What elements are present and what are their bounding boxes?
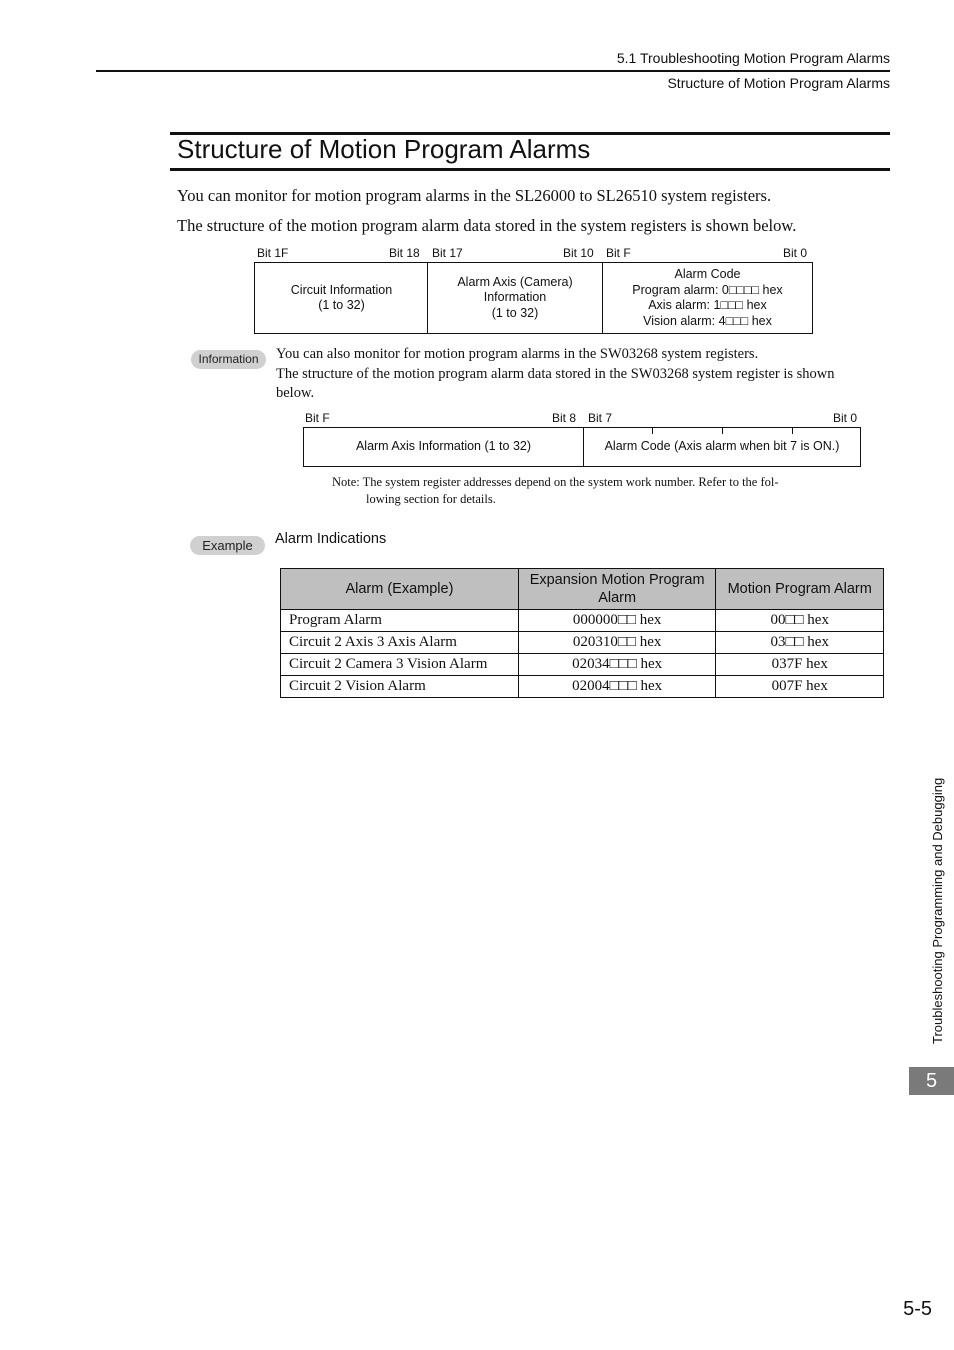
table-cell: 037F hex (716, 654, 884, 676)
intro-paragraph-1: You can monitor for motion program alarms in the SL26000 to SL26510 system registers. (177, 186, 772, 205)
bit-label: Bit 17 (432, 246, 463, 260)
bit-label: Bit 7 (588, 411, 613, 425)
alarm-axis-information-cell (428, 263, 602, 333)
bit-label: Bit 18 (389, 246, 420, 260)
circuit-information-cell (255, 263, 428, 333)
column-header: Expansion Motion Program Alarm (518, 569, 716, 610)
table-row (281, 632, 884, 654)
table-cell: 007F hex (716, 676, 884, 698)
table-row (281, 654, 884, 676)
side-tab-label: Troubleshooting Programming and Debugging (930, 777, 945, 1044)
table-cell: 02004□□□ hex (518, 676, 716, 698)
note-line: lowing section for details. (366, 492, 496, 506)
alarm-axis-information-cell: Alarm Axis Information (1 to 32) (355, 439, 532, 454)
column-header: Motion Program Alarm (716, 569, 884, 610)
information-line: below. (276, 385, 315, 401)
bit-label: Bit 0 (833, 411, 858, 425)
cell-text: Program alarm: 0□□□□ hex (632, 282, 783, 297)
cell-text: Axis alarm: 1□□□ hex (648, 298, 767, 312)
note (332, 474, 779, 508)
header-section: 5.1 Troubleshooting Motion Program Alarms (616, 50, 890, 66)
information-text (276, 345, 835, 404)
intro-paragraph-2: The structure of the motion program alarm data stored in the system registers is shown below. (177, 216, 797, 235)
information-line: The structure of the motion program alarm data stored in the SW03268 system register is shown (276, 365, 835, 382)
cell-text: (1 to 32) (491, 305, 539, 320)
note-line: Note: The system register addresses depend on the system work number. Refer to the fol- (332, 475, 779, 489)
information-line: You can also monitor for motion program alarms in the SW03268 system registers. (276, 346, 759, 362)
column-header: Alarm (Example) (281, 569, 519, 610)
information-badge: Information (191, 350, 266, 369)
bit-label: Bit 0 (783, 246, 808, 260)
bit-label: Bit F (305, 411, 330, 425)
table-cell: 02034□□□ hex (518, 654, 716, 676)
table-cell: 00□□ hex (716, 610, 884, 632)
alarm-indications-table (280, 568, 884, 698)
example-heading: Alarm Indications (275, 531, 387, 547)
cell-text: Vision alarm: 4□□□ hex (643, 313, 772, 328)
table-cell: 03□□ hex (716, 632, 884, 654)
table-cell: 020310□□ hex (518, 632, 716, 654)
cell-text: (1 to 32) (318, 298, 365, 312)
bit-label: Bit F (606, 246, 631, 260)
cell-text: Alarm Code (674, 267, 741, 281)
register-diagram-16bit (303, 427, 861, 467)
alarm-code-cell (603, 263, 812, 333)
header-subsection: Structure of Motion Program Alarms (667, 75, 890, 91)
table-cell: 000000□□ hex (518, 610, 716, 632)
table-row (281, 610, 884, 632)
cell-text: Information (483, 290, 547, 305)
title-rule-bottom (170, 168, 890, 171)
page-title: Structure of Motion Program Alarms (177, 134, 591, 164)
table-row (281, 676, 884, 698)
page-number: 5-5 (903, 1298, 932, 1320)
table-cell: Circuit 2 Axis 3 Axis Alarm (281, 632, 519, 654)
table-cell: Program Alarm (281, 610, 519, 632)
alarm-code-cell: Alarm Code (Axis alarm when bit 7 is ON.) (604, 439, 840, 454)
table-cell: Circuit 2 Camera 3 Vision Alarm (281, 654, 519, 676)
bit-label: Bit 10 (563, 246, 594, 260)
header-rule (96, 70, 890, 72)
table-cell: Circuit 2 Vision Alarm (281, 676, 519, 698)
cell-text: Alarm Axis (Camera) (457, 274, 573, 289)
bit-label: Bit 8 (552, 411, 577, 425)
chapter-tab: 5 (909, 1067, 954, 1095)
cell-text: Circuit Information (290, 282, 393, 297)
table-header-row (281, 569, 884, 610)
register-diagram-32bit (254, 262, 813, 334)
example-badge: Example (190, 536, 265, 555)
bit-label: Bit 1F (257, 246, 289, 260)
